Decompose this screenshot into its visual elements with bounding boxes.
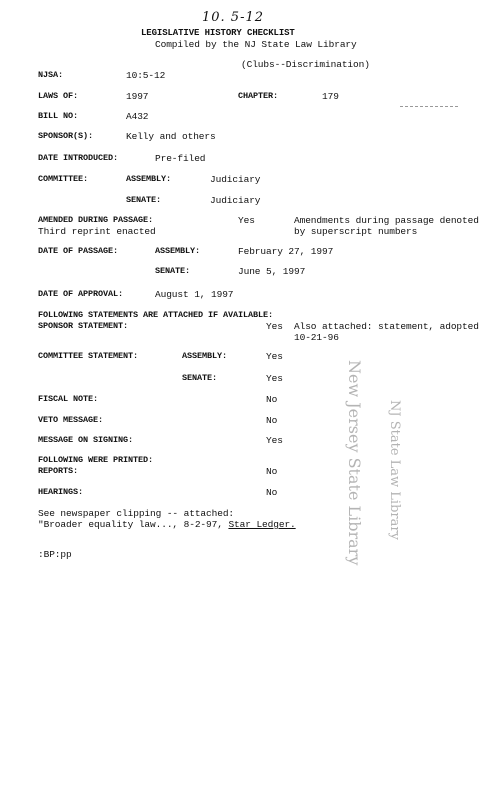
initials: :BP:pp [38,549,72,560]
committee-assembly-value: Judiciary [210,174,261,185]
sponsor-value: Kelly and others [126,131,216,142]
committee-statement-label: COMMITTEE STATEMENT: [38,351,139,361]
clipping-line-1: See newspaper clipping -- attached: [38,508,235,519]
sponsor-label: SPONSOR(S): [38,131,94,141]
reports-label: REPORTS: [38,466,79,476]
njsa-value: 10:5-12 [126,70,166,81]
committee-assembly-label: ASSEMBLY: [126,174,172,184]
reports-value: No [266,466,278,477]
checklist-subject: (Clubs--Discrimination) [241,59,370,70]
date-of-approval-label: DATE OF APPROVAL: [38,289,124,299]
laws-of-label: LAWS OF: [38,91,79,101]
sponsor-statement-note-2: 10-21-96 [294,332,339,343]
amended-value: Yes [238,215,255,226]
checklist-title: LEGISLATIVE HISTORY CHECKLIST [141,28,295,38]
passage-senate-label: SENATE: [155,266,191,276]
committee-statement-assembly-value: Yes [266,351,283,362]
library-stamp [336,360,426,580]
committee-statement-assembly-label: ASSEMBLY: [182,351,228,361]
committee-statement-senate-value: Yes [266,373,283,384]
clipping-line-2 [38,519,296,530]
bill-no-value: A432 [126,111,149,122]
message-on-signing-label: MESSAGE ON SIGNING: [38,435,134,445]
clipping-source: Star Ledger. [228,519,296,530]
committee-senate-label: SENATE: [126,195,162,205]
laws-of-value: 1997 [126,91,149,102]
njsa-label: NJSA: [38,70,64,80]
clipping-title: "Broader equality law..., 8-2-97, [38,519,229,530]
amended-sub: Third reprint enacted [38,226,156,237]
chapter-label: CHAPTER: [238,91,279,101]
hearings-value: No [266,487,278,498]
amended-label: AMENDED DURING PASSAGE: [38,215,154,225]
handwritten-note: 10. 5-12 [202,10,265,25]
stamp-line-2: NJ State Law Library [387,400,402,540]
message-on-signing-value: Yes [266,435,283,446]
bill-no-label: BILL NO: [38,111,79,121]
amended-note-2: by superscript numbers [294,226,418,237]
chapter-value: 179 [322,91,339,102]
hearings-label: HEARINGS: [38,487,84,497]
committee-senate-value: Judiciary [210,195,261,206]
following-statements-label: FOLLOWING STATEMENTS ARE ATTACHED IF AVAILABLE: [38,310,274,320]
fiscal-note-label: FISCAL NOTE: [38,394,99,404]
sponsor-statement-value: Yes [266,321,283,332]
following-printed-label: FOLLOWING WERE PRINTED: [38,455,154,465]
dashed-mark [400,106,458,107]
committee-statement-senate-label: SENATE: [182,373,218,383]
checklist-subtitle: Compiled by the NJ State Law Library [155,39,357,50]
committee-label: COMMITTEE: [38,174,89,184]
stamp-line-1: New Jersey State Library [345,360,364,566]
amended-note-1: Amendments during passage denoted [294,215,479,226]
date-introduced-value: Pre-filed [155,153,206,164]
date-introduced-label: DATE INTRODUCED: [38,153,119,163]
sponsor-statement-note-1: Also attached: statement, adopted [294,321,479,332]
veto-message-label: VETO MESSAGE: [38,415,104,425]
sponsor-statement-label: SPONSOR STATEMENT: [38,321,129,331]
date-of-passage-label: DATE OF PASSAGE: [38,246,119,256]
fiscal-note-value: No [266,394,278,405]
veto-message-value: No [266,415,278,426]
passage-assembly-value: February 27, 1997 [238,246,334,257]
date-of-approval-value: August 1, 1997 [155,289,234,300]
passage-senate-value: June 5, 1997 [238,266,306,277]
passage-assembly-label: ASSEMBLY: [155,246,201,256]
